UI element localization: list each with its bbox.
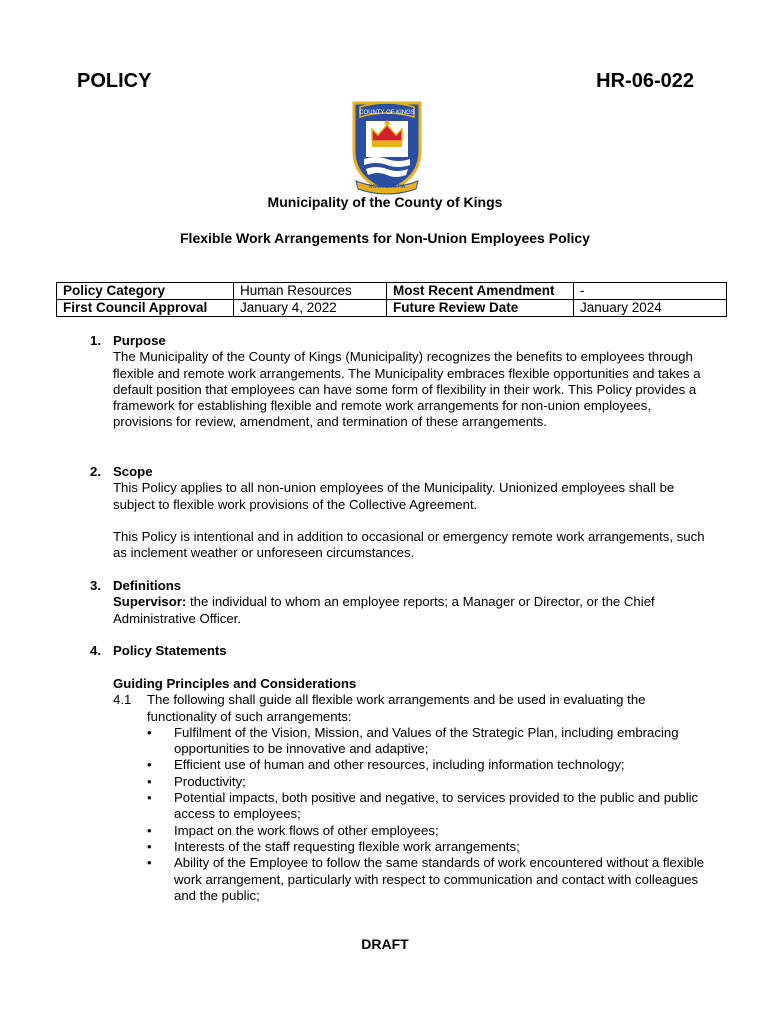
section-heading: Policy Statements <box>113 643 227 658</box>
county-crest-logo <box>346 95 428 195</box>
section-scope <box>90 464 710 561</box>
table-cell: Most Recent Amendment <box>387 283 574 300</box>
section-heading: Purpose <box>113 333 166 348</box>
guiding-principles <box>113 676 713 904</box>
section-number: 3. <box>90 578 101 593</box>
table-row <box>57 300 727 317</box>
policy-title: Flexible Work Arrangements for Non-Union Employees Policy <box>180 230 590 246</box>
table-cell: First Council Approval <box>57 300 234 317</box>
organization-name: Municipality of the County of Kings <box>267 194 503 210</box>
section-text: The Municipality of the County of Kings (Municipality) recognizes the benefits to employees through flexible and remote work arrangements. The Municipality embraces flexible opportunities and takes a default position that employees can have some form of flexibility in their work. This Policy provides a framework for establishing flexible and remote work arrangements for non-union employees, provisions for review, amendment, and termination of these arrangements. <box>113 349 701 430</box>
table-cell: January 4, 2022 <box>234 300 387 317</box>
definition-text <box>113 594 710 627</box>
definition-term: Supervisor: <box>113 594 187 610</box>
section-text: This Policy applies to all non-union employees of the Municipality. Unionized employees shall be subject to flexible work provisions of the Collective Agreement. <box>113 480 675 512</box>
table-cell: Policy Category <box>57 283 234 300</box>
bullet-icon: • <box>147 855 152 871</box>
list-item: • Efficient use of human and other resources, including information technology; <box>147 757 625 773</box>
definition-body: the individual to whom an employee reports; a Manager or Director, or the Chief Administrative Officer. <box>113 594 655 626</box>
bullet-icon: • <box>147 838 152 854</box>
list-item: • Impact on the work flows of other employees; <box>147 822 439 838</box>
item-text: The following shall guide all flexible work arrangements and be used in evaluating the functionality of such arrangements: <box>147 692 646 724</box>
table-cell: - <box>574 283 727 300</box>
table-cell: January 2024 <box>574 300 727 317</box>
list-item: • Potential impacts, both positive and negative, to services provided to the public and public access to employees; <box>147 790 699 822</box>
bullet-icon: • <box>147 790 152 806</box>
section-number: 2. <box>90 464 101 479</box>
section-text: This Policy is intentional and in addition to occasional or emergency remote work arrangements, such as inclement weather or unforeseen circumstances. <box>113 528 705 561</box>
list-item: • Ability of the Employee to follow the same standards of work encountered without a flexible work arrangement, particularly with respect to communication and contact with colleagues and the public; <box>147 855 704 903</box>
crest-top-text: COUNTY OF KINGS <box>359 110 415 116</box>
crest-bottom-text: NOVA SCOTIA <box>368 184 406 190</box>
item-number: 4.1 <box>113 692 132 708</box>
policy-number: HR-06-022 <box>596 70 694 92</box>
policy-meta-table <box>56 282 727 317</box>
subsection-item <box>113 692 713 904</box>
policy-label: POLICY <box>77 70 152 92</box>
bullet-icon: • <box>147 757 152 773</box>
bullet-icon: • <box>147 724 152 740</box>
section-heading: Scope <box>113 464 153 479</box>
bullet-icon: • <box>147 822 152 838</box>
list-item: • Interests of the staff requesting flexible work arrangements; <box>147 838 520 854</box>
section-purpose <box>90 333 710 431</box>
section-definitions <box>90 578 710 627</box>
section-heading: Definitions <box>113 578 182 593</box>
bullet-icon: • <box>147 773 152 789</box>
draft-watermark-label: DRAFT <box>361 936 409 952</box>
table-cell: Human Resources <box>234 283 387 300</box>
list-item: • Fulfilment of the Vision, Mission, and Values of the Strategic Plan, including embracing opportunities to be innovative and adaptive; <box>147 724 679 757</box>
table-cell: Future Review Date <box>387 300 574 317</box>
section-number: 4. <box>90 643 101 658</box>
subsection-heading: Guiding Principles and Considerations <box>113 676 357 691</box>
section-number: 1. <box>90 333 101 348</box>
bullet-list <box>147 725 713 904</box>
section-policy-statements <box>90 643 710 659</box>
list-item: • Productivity; <box>147 773 246 789</box>
table-row <box>57 283 727 300</box>
